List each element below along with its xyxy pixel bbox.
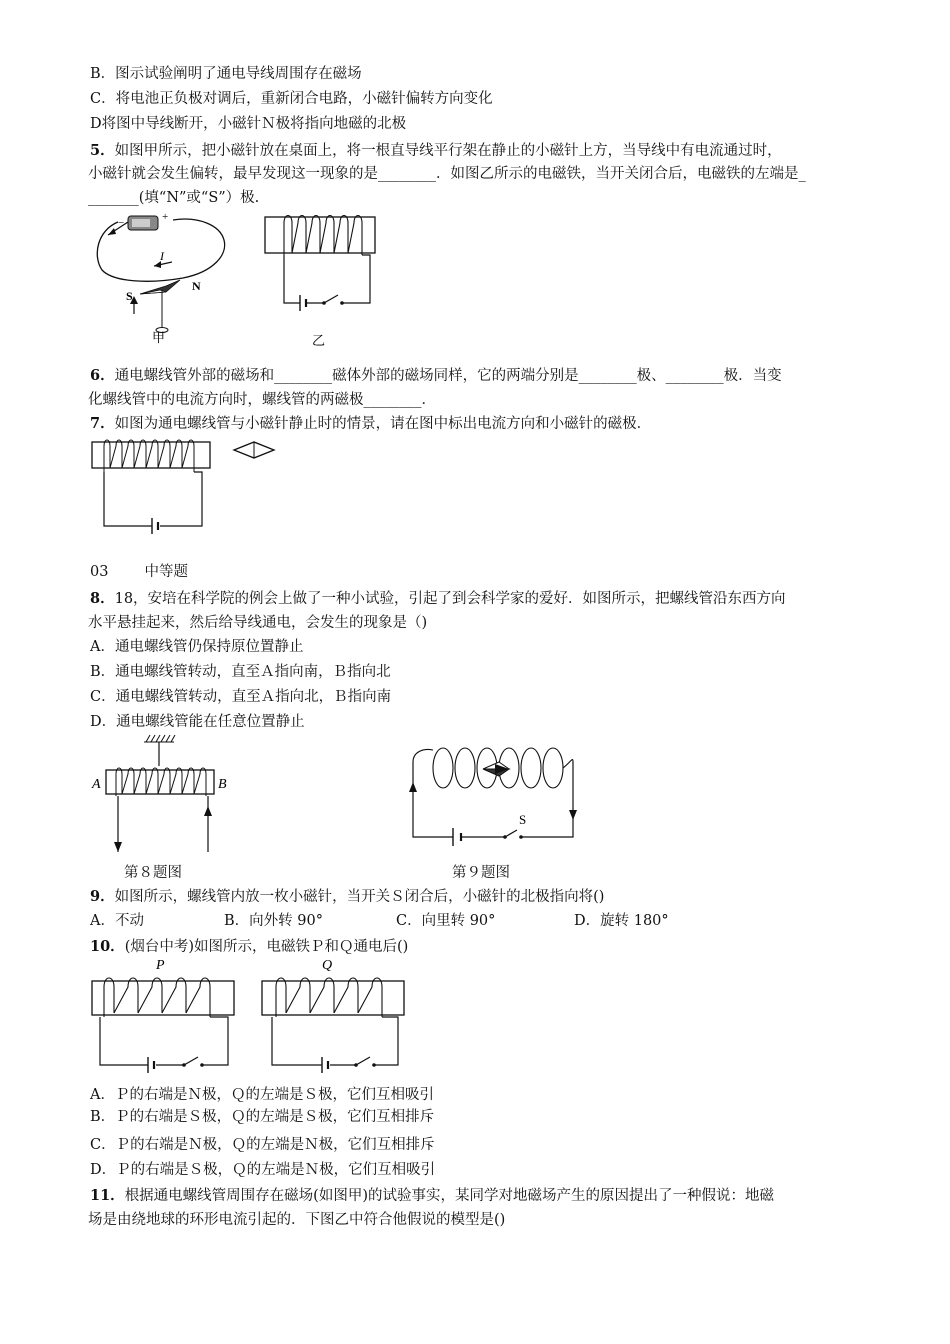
coil-windings (284, 216, 362, 256)
q9-option-d: D．旋转 180° (574, 913, 669, 929)
q9-option-c: C．向里转 90° (396, 913, 496, 929)
q5-fig-label-jia: 甲 (152, 330, 166, 345)
q11-number: 11． (90, 1187, 125, 1204)
section-title: 中等题 (144, 564, 188, 580)
q10-option-d: D．Ｐ的右端是Ｓ极，Ｑ的左端是Ｎ极，它们互相吸引 (90, 1162, 436, 1178)
q9-figure-caption: 第９题图 (452, 865, 510, 881)
section-heading (90, 562, 188, 582)
q7-figure (88, 438, 288, 538)
q6-number: 6． (90, 367, 115, 384)
battery-icon (128, 216, 158, 230)
current-label: I (160, 249, 164, 263)
q10-figure (88, 955, 418, 1075)
q5-text1: 如图甲所示，把小磁针放在桌面上，将一根直导线平行架在静止的小磁针上方，当导线中有电流通过时， (114, 143, 782, 159)
q5-line3: _______(填“N”或“S”）极. (88, 190, 260, 206)
q10-text1: (烟台中考)如图所示，电磁铁Ｐ和Ｑ通电后() (124, 939, 409, 955)
coil-p-windings (104, 978, 210, 1017)
q9-switch-label: S (519, 812, 527, 827)
q5-number: 5． (90, 142, 115, 159)
coil-q-windings (276, 978, 382, 1017)
q9-option-b: B．向外转 90° (224, 913, 323, 929)
q8-line2: 水平悬挂起来，然后给导线通电，会发生的现象是（) (88, 615, 428, 631)
q6-line2: 化螺线管中的电流方向时，螺线管的两磁极________． (88, 392, 436, 408)
q7-line1 (90, 414, 651, 434)
q5-figure-jia (88, 210, 238, 345)
q10-number: 10． (90, 938, 125, 955)
q10-label-q: Q (322, 958, 333, 973)
battery-minus-label: − (118, 217, 125, 229)
section-number: 03 (90, 564, 109, 580)
q4-option-c: C．将电池正负极对调后，重新闭合电路，小磁针偏转方向变化 (90, 91, 493, 107)
compass-s-label: S (126, 289, 133, 303)
q10-option-c: C．Ｐ的右端是Ｎ极，Ｑ的左端是Ｎ极，它们互相排斥 (90, 1137, 435, 1153)
q5-figure-yi (262, 215, 382, 348)
compass-needle-icon (483, 762, 509, 776)
q8-number: 8． (90, 590, 115, 607)
q4-option-d: D将图中导线断开，小磁针Ｎ极将指向地磁的北极 (90, 116, 407, 132)
q11-text1: 根据通电螺线管周围存在磁场(如图甲)的试验事实，某同学对地磁场产生的原因提出了一种假说：地磁 (124, 1188, 774, 1204)
q10-option-b: B．Ｐ的右端是Ｓ极，Ｑ的左端是Ｓ极，它们互相排斥 (90, 1109, 435, 1125)
q8-option-c: C．通电螺线管转动，直至Ａ指向北，Ｂ指向南 (90, 689, 392, 705)
compass-needle-icon (140, 280, 180, 333)
q8-option-b: B．通电螺线管转动，直至Ａ指向南，Ｂ指向北 (90, 664, 391, 680)
q5-fig-label-yi: 乙 (312, 333, 326, 348)
q8-figure (88, 730, 248, 860)
q10-label-p: P (156, 958, 165, 973)
q5-line2: 小磁针就会发生偏转，最早发现这一现象的是________．如图乙所示的电磁铁，当开关闭合后，电磁铁的左端是_ (88, 166, 806, 182)
q10-line1 (90, 937, 408, 957)
battery-plus-label: + (162, 211, 169, 223)
q9-text1: 如图所示，螺线管内放一枚小磁针，当开关Ｓ闭合后，小磁针的北极指向将() (114, 889, 605, 905)
q8-text1: 18，安培在科学院的例会上做了一种小试验，引起了到会科学家的爱好．如图所示，把螺线管沿东西方向 (114, 591, 786, 607)
q4-option-b: B．图示试验阐明了通电导线周围存在磁场 (90, 66, 362, 82)
q6-text1: 通电螺线管外部的磁场和________磁体外部的磁场同样，它的两端分别是________极、________极．当变 (114, 368, 782, 384)
q11-line2: 场是由绕地球的环形电流引起的．下图乙中符合他假说的模型是() (88, 1212, 506, 1228)
q11-line1 (90, 1186, 774, 1206)
q7-text1: 如图为通电螺线管与小磁针静止时的情景，请在图中标出电流方向和小磁针的磁极． (114, 416, 652, 432)
q8-figure-caption: 第８题图 (124, 865, 182, 881)
coil-windings (104, 440, 194, 472)
compass-n-label: N (192, 279, 201, 293)
q9-number: 9． (90, 888, 115, 905)
q7-number: 7． (90, 415, 115, 432)
q8-option-a: A．通电螺线管仍保持原位置静止 (90, 639, 304, 655)
q5-line1 (90, 141, 782, 161)
q8-label-a: A (92, 777, 101, 792)
q10-option-a: A．Ｐ的右端是Ｎ极，Ｑ的左端是Ｓ极，它们互相吸引 (90, 1087, 434, 1103)
q9-line1 (90, 887, 604, 907)
q6-line1 (90, 366, 782, 386)
q8-option-d: D．通电螺线管能在任意位置静止 (90, 714, 305, 730)
q9-option-a: A．不动 (90, 913, 144, 929)
q8-label-b: B (218, 777, 227, 792)
q9-figure (405, 742, 585, 847)
q8-line1 (90, 589, 786, 609)
coil-windings (116, 768, 206, 796)
ceiling-hatch (144, 735, 175, 742)
